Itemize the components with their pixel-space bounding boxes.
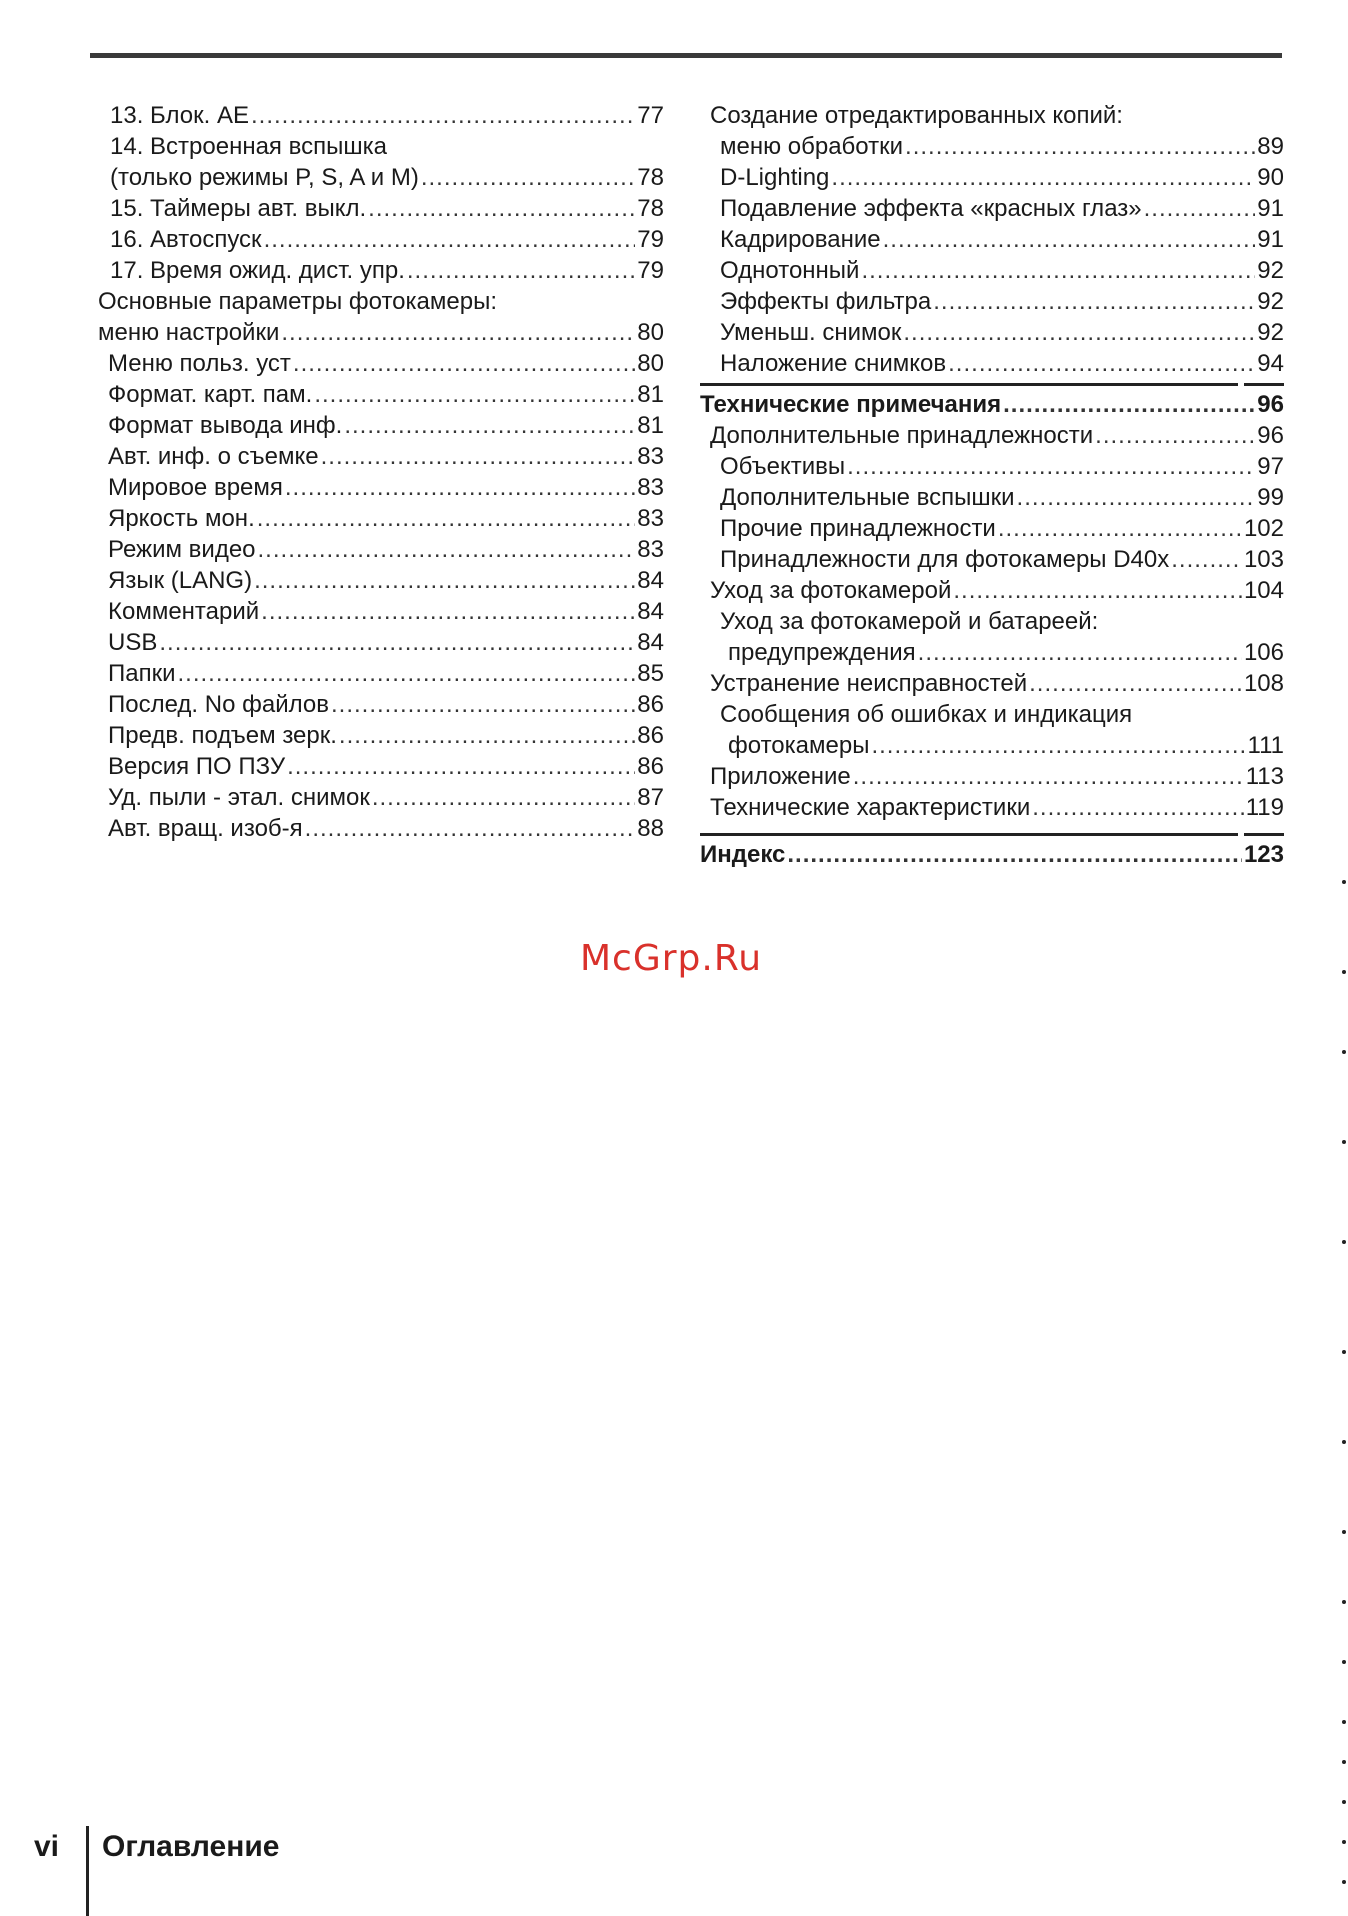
toc-leader-dots [953,575,1242,606]
toc-leader-dots [372,782,635,813]
toc-leader-dots [331,689,635,720]
toc-entry[interactable] [700,193,1284,224]
toc-entry[interactable] [98,193,664,224]
toc-entry-title: меню обработки [720,133,904,160]
toc-entry[interactable] [700,131,1284,162]
toc-entry-page: 92 [1257,319,1284,346]
toc-leader-dots [305,813,636,844]
toc-entry-page: 87 [637,784,664,811]
toc-entry[interactable] [98,720,664,751]
toc-entry-title: Наложение снимков [720,350,947,377]
toc-entry-page: 79 [637,257,664,284]
toc-entry-title: Послед. No файлов [108,691,329,718]
toc-entry-page: 80 [637,350,664,377]
footer-page-number: vi [34,1830,60,1863]
toc-entry-page: 96 [1257,391,1284,418]
toc-entry [700,699,1284,730]
toc-entry[interactable] [98,534,664,565]
edge-mark [1342,1800,1346,1804]
toc-entry-title: Авт. вращ. изоб-я [108,815,303,842]
toc-entry-title: Уход за фотокамерой [710,577,952,604]
toc-leader-dots [339,720,635,751]
toc-entry[interactable] [98,751,664,782]
toc-leader-dots [1144,193,1256,224]
toc-leader-dots [287,751,635,782]
toc-entry[interactable] [700,317,1284,348]
toc-entry-title: 15. Таймеры авт. выкл. [110,195,367,222]
toc-entry[interactable] [700,255,1284,286]
toc-entry[interactable] [98,224,664,255]
toc-entry-page: 113 [1245,763,1284,790]
toc-entry[interactable] [98,627,664,658]
toc-entry[interactable] [98,379,664,410]
toc-entry-title: Устранение неисправностей [710,670,1028,697]
toc-entry[interactable] [700,575,1284,606]
toc-entry-page: 111 [1247,732,1284,759]
toc-leader-dots [861,255,1255,286]
toc-entry-page: 83 [637,536,664,563]
toc-entry-page: 83 [637,505,664,532]
toc-leader-dots [787,839,1242,870]
toc-entry [98,286,664,317]
toc-entry-title: USB [108,629,158,656]
toc-entry-page: 88 [637,815,664,842]
toc-leader-dots [948,348,1255,379]
toc-entry-page: 78 [637,195,664,222]
toc-leader-dots [421,162,635,193]
toc-entry-title: фотокамеры [728,732,870,759]
toc-entry[interactable] [700,162,1284,193]
toc-entry[interactable] [700,761,1284,792]
edge-mark [1342,970,1346,974]
toc-leader-dots [1029,668,1242,699]
toc-entry[interactable] [98,689,664,720]
toc-entry-title: Подавление эффекта «красных глаз» [720,195,1142,222]
toc-entry-title: Предв. подъем зерк. [108,722,337,749]
toc-section-technical-notes[interactable] [700,389,1284,420]
toc-leader-dots [1171,544,1242,575]
toc-entry-page: 123 [1243,841,1284,868]
toc-entry [700,100,1284,131]
toc-entry-page: 119 [1245,794,1284,821]
toc-entry-title: Основные параметры фотокамеры: [98,288,498,315]
toc-entry-page: 97 [1257,453,1284,480]
toc-entry-title: D-Lighting [720,164,830,191]
toc-entry-title: Уд. пыли - этал. снимок [108,784,370,811]
toc-leader-dots [258,534,636,565]
toc-entry[interactable] [700,730,1284,761]
toc-entry-title: Уменьш. снимок [720,319,902,346]
toc-leader-dots [159,627,635,658]
toc-entry-page: 84 [637,629,664,656]
toc-entry-page: 84 [637,567,664,594]
toc-leader-dots [883,224,1256,255]
toc-entry[interactable] [98,596,664,627]
toc-entry-title: Уход за фотокамерой и батареей: [720,608,1099,635]
toc-entry-page: 90 [1257,164,1284,191]
edge-mark [1342,1880,1346,1884]
toc-right-column [700,100,1284,870]
toc-left-column [98,100,664,844]
toc-entry-page: 106 [1243,639,1284,666]
toc-entry-page: 104 [1243,577,1284,604]
toc-entry-page: 84 [637,598,664,625]
toc-entry[interactable] [700,286,1284,317]
watermark-text[interactable]: McGrp.Ru [580,938,763,979]
toc-entry-title: Технические примечания [700,391,1002,418]
toc-entry-page: 91 [1257,226,1284,253]
toc-entry-page: 78 [637,164,664,191]
toc-entry-page: 94 [1257,350,1284,377]
toc-entry-title: Версия ПО ПЗУ [108,753,286,780]
toc-entry-title: Язык (LANG) [108,567,253,594]
toc-leader-dots [321,441,636,472]
toc-leader-dots [344,410,635,441]
scan-edge-marks [1338,880,1348,1916]
toc-entry-page: 91 [1257,195,1284,222]
toc-entry-title: Сообщения об ошибках и индикация [720,701,1133,728]
toc-entry-page: 108 [1243,670,1284,697]
toc-entry-page: 83 [637,474,664,501]
toc-entry-page: 92 [1257,257,1284,284]
toc-entry-page: 86 [637,722,664,749]
toc-entry[interactable] [700,792,1284,823]
toc-entry-page: 80 [637,319,664,346]
toc-leader-dots [281,317,635,348]
toc-entry[interactable] [98,813,664,844]
toc-leader-dots [285,472,635,503]
toc-entry[interactable] [98,410,664,441]
toc-leader-dots [933,286,1255,317]
toc-entry-page: 92 [1257,288,1284,315]
toc-entry[interactable] [98,441,664,472]
toc-entry-title: 14. Встроенная вспышка [110,133,387,160]
toc-leader-dots [314,379,635,410]
toc-entry[interactable] [700,637,1284,668]
toc-entry-title: Однотонный [720,257,860,284]
toc-entry-page: 89 [1257,133,1284,160]
toc-entry-page: 85 [637,660,664,687]
toc-leader-dots [918,637,1242,668]
toc-entry-title: Объективы [720,453,846,480]
toc-leader-dots [1032,792,1243,823]
toc-entry-page: 77 [637,102,664,129]
footer-separator [86,1826,89,1916]
toc-entry[interactable] [700,513,1284,544]
toc-entry-title: Кадрирование [720,226,881,253]
toc-entry[interactable] [98,317,664,348]
toc-entry-title: Режим видео [108,536,256,563]
toc-entry-title: Дополнительные вспышки [720,484,1015,511]
edge-mark [1342,1660,1346,1664]
toc-entry-title: Комментарий [108,598,260,625]
toc-leader-dots [847,451,1255,482]
edge-mark [1342,1140,1346,1144]
toc-leader-dots [1095,420,1255,451]
toc-entry-page: 79 [637,226,664,253]
toc-entry-title: меню настройки [98,319,280,346]
toc-entry[interactable] [700,668,1284,699]
edge-mark [1342,1840,1346,1844]
toc-leader-dots [998,513,1242,544]
toc-entry-page: 102 [1243,515,1284,542]
toc-leader-dots [903,317,1255,348]
toc-entry-page: 86 [637,691,664,718]
toc-entry[interactable] [700,224,1284,255]
toc-leader-dots [264,224,636,255]
edge-mark [1342,1440,1346,1444]
toc-entry-title: 17. Время ожид. дист. упр. [110,257,405,284]
toc-entry-title: Меню польз. уст [108,350,291,377]
toc-leader-dots [178,658,636,689]
toc-entry-title: Создание отредактированных копий: [710,102,1123,129]
toc-entry[interactable] [98,782,664,813]
edge-mark [1342,1530,1346,1534]
toc-entry-title: 16. Автоспуск [110,226,262,253]
edge-mark [1342,1240,1346,1244]
edge-mark [1342,1050,1346,1054]
toc-entry-title: (только режимы P, S, A и M) [110,164,419,191]
toc-entry-title: Принадлежности для фотокамеры D40x [720,546,1170,573]
toc-leader-dots [368,193,635,224]
toc-entry-page: 99 [1257,484,1284,511]
toc-leader-dots [871,730,1245,761]
toc-entry[interactable] [98,348,664,379]
toc-leader-dots [257,503,636,534]
footer-section-title: Оглавление [102,1830,280,1863]
toc-entry-title: Эффекты фильтра [720,288,932,315]
toc-entry-page: 81 [637,381,664,408]
toc-entry[interactable] [700,544,1284,575]
toc-entry-page: 103 [1243,546,1284,573]
toc-entry-page: 96 [1257,422,1284,449]
toc-entry[interactable] [700,348,1284,379]
toc-entry[interactable] [700,420,1284,451]
toc-entry-title: Технические характеристики [710,794,1031,821]
toc-entry-title: Прочие принадлежности [720,515,996,542]
toc-entry-title: предупреждения [728,639,916,666]
toc-leader-dots [1003,389,1255,420]
toc-entry[interactable] [98,503,664,534]
toc-entry-title: Формат вывода инф. [108,412,343,439]
edge-mark [1342,1720,1346,1724]
edge-mark [1342,1600,1346,1604]
toc-technical-group [700,420,1284,823]
toc-leader-dots [251,100,635,131]
toc-leader-dots [293,348,635,379]
toc-entry[interactable] [700,451,1284,482]
toc-entry-title: 13. Блок. AE [110,102,249,129]
toc-entry-title: Яркость мон. [108,505,255,532]
toc-entry-title: Приложение [710,763,851,790]
toc-editing-group [700,100,1284,379]
toc-leader-dots [905,131,1255,162]
toc-entry[interactable] [98,255,664,286]
toc-entry[interactable] [98,472,664,503]
toc-entry-page: 83 [637,443,664,470]
edge-mark [1342,1760,1346,1764]
toc-entry[interactable] [98,162,664,193]
edge-mark [1342,1350,1346,1354]
toc-entry[interactable] [98,658,664,689]
toc-leader-dots [261,596,635,627]
toc-entry[interactable] [98,100,664,131]
toc-entry-title: Авт. инф. о съемке [108,443,319,470]
toc-section-index[interactable] [700,839,1284,870]
toc-entry [700,606,1284,637]
toc-leader-dots [407,255,635,286]
toc-entry[interactable] [98,565,664,596]
toc-entry-page: 81 [637,412,664,439]
toc-leader-dots [254,565,635,596]
top-rule [90,53,1282,58]
toc-entry-title: Дополнительные принадлежности [710,422,1094,449]
toc-entry-title: Мировое время [108,474,283,501]
toc-entry[interactable] [700,482,1284,513]
toc-leader-dots [853,761,1244,792]
toc-entry-title: Формат. карт. пам. [108,381,313,408]
edge-mark [1342,880,1346,884]
toc-leader-dots [1017,482,1256,513]
toc-entry-title: Индекс [700,841,786,868]
toc-entry-page: 86 [637,753,664,780]
toc-entry [98,131,664,162]
toc-leader-dots [831,162,1255,193]
toc-entry-title: Папки [108,660,176,687]
